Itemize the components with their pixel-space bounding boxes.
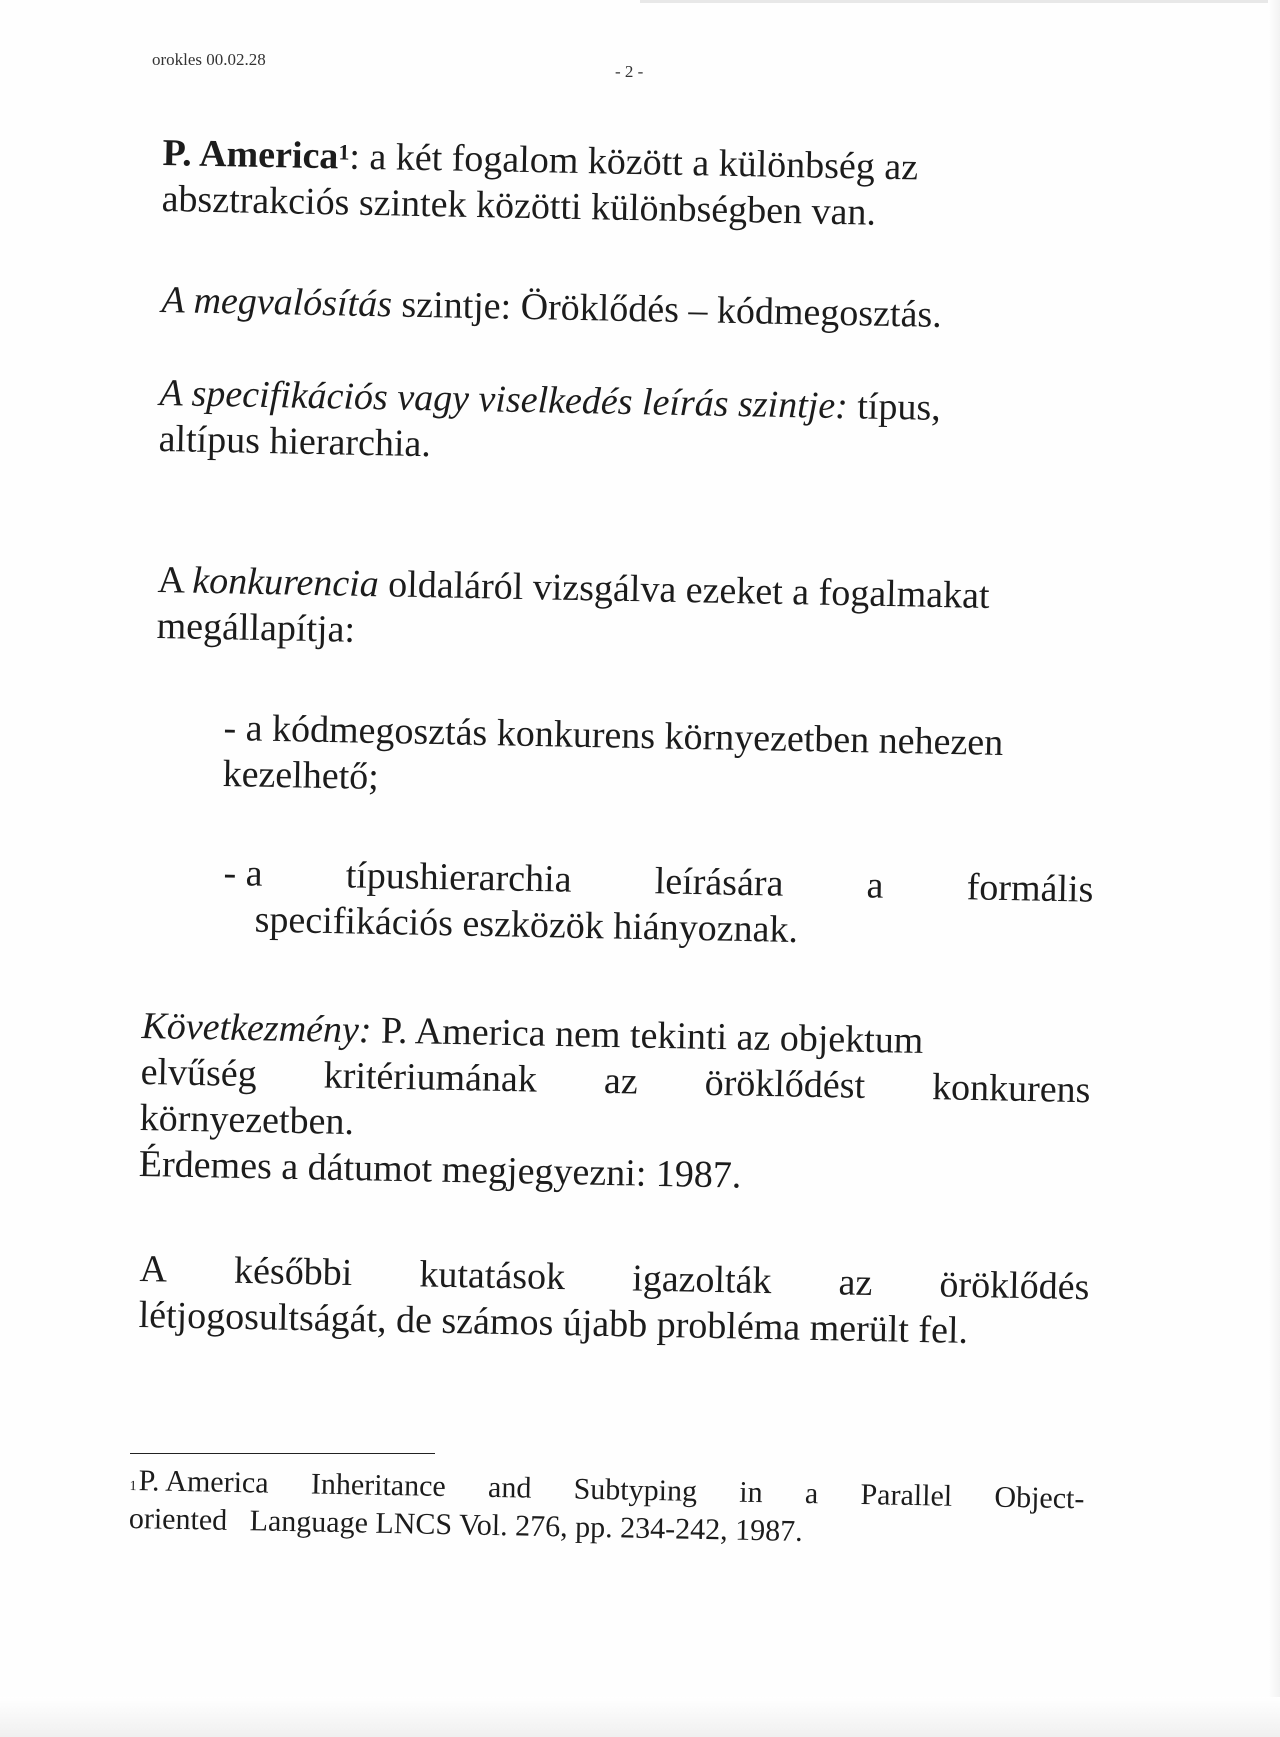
word: a (866, 864, 884, 907)
word: - a (223, 851, 263, 895)
word: Subtyping (573, 1472, 698, 1508)
word: and (487, 1470, 532, 1505)
word: a (804, 1476, 819, 1511)
word: kritériumának (323, 1054, 538, 1101)
paragraph-concurrency (156, 557, 1118, 667)
emphasis-text: A megvalósítás (161, 278, 393, 326)
word: leírására (654, 860, 784, 905)
footnote-line: oriented Language LNCS Vol. 276, pp. 234-242, 1987. (128, 1501, 803, 1548)
paragraph-consequence (138, 1003, 1091, 1205)
word: Inheritance (310, 1467, 447, 1504)
emphasis-text: A specifikációs vagy viselkedés leírás szintje: (159, 371, 849, 428)
paragraph-implementation-level (161, 277, 1122, 341)
word: in (738, 1475, 763, 1510)
word: kutatások (419, 1253, 566, 1299)
paragraph-definition (161, 130, 1123, 240)
word: az (603, 1059, 639, 1103)
paragraph-line: absztrakciós szintek közötti különbségben van. (161, 177, 877, 234)
word: elvűség (140, 1050, 258, 1096)
list-item (222, 705, 1104, 814)
footnote-divider (130, 1453, 435, 1454)
list-item-line: - a kódmegosztás konkurens környezetben nehezen (223, 706, 1004, 764)
word: formális (966, 866, 1094, 911)
word: A (139, 1247, 168, 1291)
paragraph-text: oldaláról vizsgálva ezeket a fogalmakat (378, 563, 990, 617)
word: az (838, 1261, 873, 1305)
page-number: - 2 - (615, 62, 644, 81)
paragraph-line: megállapítja: (156, 604, 356, 651)
word: öröklődés (939, 1263, 1090, 1309)
word: konkurens (931, 1066, 1091, 1112)
emphasis-text: Következmény: (141, 1004, 372, 1052)
word: későbbi (233, 1249, 353, 1295)
scan-edge-bottom (0, 1697, 1280, 1737)
footnote-first-word (129, 1462, 269, 1503)
paragraph-text: : a két fogalom között a különbség az (349, 135, 919, 189)
word: Parallel (860, 1478, 953, 1513)
scan-edge-right (1268, 0, 1280, 1737)
word: öröklődést (704, 1061, 866, 1107)
list-item-line: specifikációs eszközök hiányoznak. (254, 898, 799, 952)
footnote (129, 1462, 1085, 1556)
list-item (222, 850, 1094, 959)
author-name: P. America (162, 131, 339, 178)
list-item-line: kezelhető; (222, 752, 380, 798)
footnote-mark: 1 (129, 1478, 137, 1495)
paragraph-line: környezetben. (139, 1096, 355, 1144)
word: Object- (994, 1480, 1085, 1516)
paragraph-text: P. America nem tekinti az objektum (371, 1009, 924, 1063)
emphasis-text: konkurencia (192, 559, 380, 606)
header-filename: orokles 00.02.28 (152, 50, 266, 69)
word: P. America (138, 1464, 269, 1500)
paragraph-line: Érdemes a dátumot megjegyezni: 1987. (138, 1142, 742, 1197)
paragraph-line: altípus hierarchia. (158, 417, 432, 466)
paragraph-text: típus, (847, 385, 942, 429)
word: igazolták (631, 1257, 772, 1303)
paragraph-later-research (138, 1246, 1090, 1356)
footnote-reference: 1 (338, 139, 350, 165)
paragraph-line (161, 277, 1122, 341)
paragraph-text: A (157, 558, 193, 602)
word: típushierarchia (345, 854, 572, 901)
paragraph-text: szintje: Öröklődés – kódmegosztás. (391, 283, 943, 336)
paragraph-line: létjogosultságát, de számos újabb probléma merült fel. (138, 1293, 969, 1352)
paragraph-specification-level (158, 370, 1120, 480)
scan-edge-top (640, 0, 1280, 3)
